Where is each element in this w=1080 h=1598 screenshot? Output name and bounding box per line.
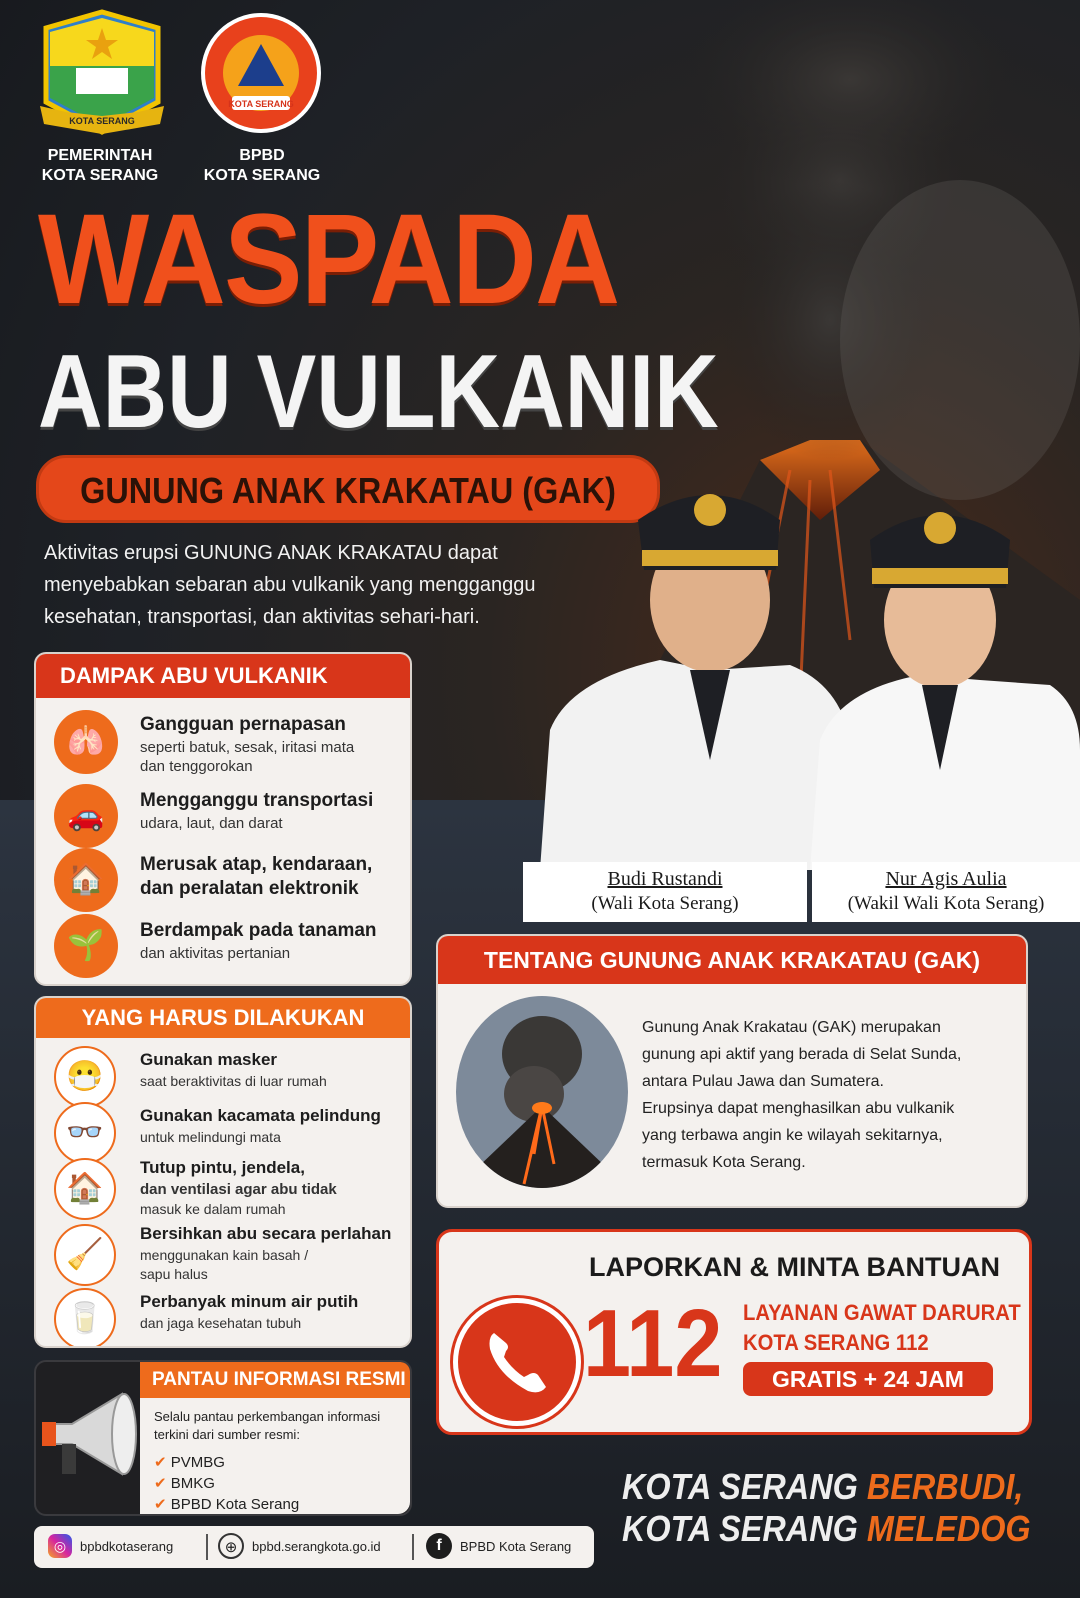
headline-waspada: WASPADA <box>38 188 619 331</box>
official-2-role: (Wakil Wali Kota Serang) <box>847 893 1045 914</box>
bpbd-logo <box>198 10 324 136</box>
house-icon: 🏠 <box>54 848 118 912</box>
check-icon: ✔ <box>154 1454 167 1471</box>
facebook-icon[interactable]: f <box>426 1533 452 1559</box>
tagline-line2: KOTA SERANG MELEDOG <box>622 1508 1031 1549</box>
official-card-1 <box>523 862 807 922</box>
todo-card: YANG HARUS DILAKUKAN 😷 Gunakan masker saat beraktivitas di luar rumah 👓 Gunakan kacamata pelindung untuk melindungi mata 🏠 Tutup pintu, jendela, dan ventilasi agar abu tidak masuk ke dalam rumah 🧹 Bersihkan abu secara perlahan menggunakan kain basah / sapu halus 🥛 Perbanyak minum air putih dan jaga kesehatan tubuh <box>34 996 412 1348</box>
monitor-desc: Selalu pantau perkembangan informasi terkini dari sumber resmi: <box>154 1409 381 1442</box>
instagram-icon[interactable]: ◎ <box>48 1534 72 1558</box>
social-bar <box>34 1526 594 1568</box>
source-list <box>154 1452 299 1515</box>
headline-abu-vulkanik: ABU VULKANIK <box>38 334 719 450</box>
facebook-page[interactable]: BPBD Kota Serang <box>460 1539 572 1554</box>
source-item: ✔ BMKG <box>154 1475 215 1492</box>
report-card <box>436 1229 1032 1435</box>
emergency-number[interactable]: 112 <box>583 1290 723 1397</box>
about-body: Gunung Anak Krakatau (GAK) merupakan gunung api aktif yang berada di Selat Sunda, antara Pulau Jawa dan Sumatera. Erupsinya dapat menghasilkan abu vulkanik yang terbawa angin ke wilayah sekitarnya, termasuk Kota Serang. <box>642 1019 962 1171</box>
official-2-name: Nur Agis Aulia <box>885 868 1007 890</box>
monitor-card-title: PANTAU INFORMASI RESMI <box>140 1362 410 1398</box>
divider <box>412 1534 414 1560</box>
globe-icon[interactable]: ⊕ <box>218 1533 244 1559</box>
megaphone-icon <box>42 1384 152 1484</box>
home-icon: 🏠 <box>54 1158 116 1220</box>
car-icon: 🚗 <box>54 784 118 848</box>
pemkot-serang-logo <box>36 6 168 140</box>
plant-icon: 🌱 <box>54 914 118 978</box>
svg-text:KOTA SERANG: KOTA SERANG <box>69 116 135 126</box>
report-title: LAPORKAN & MINTA BANTUAN <box>589 1252 1000 1282</box>
service-line2: KOTA SERANG 112 <box>743 1330 929 1355</box>
glasses-icon: 👓 <box>54 1102 116 1164</box>
monitor-card-panel <box>140 1362 410 1514</box>
todo-card-title: YANG HARUS DILAKUKAN <box>36 998 410 1038</box>
volcano-name-banner-text: GUNUNG ANAK KRAKATAU (GAK) <box>80 470 616 511</box>
pemkot-caption-line2: KOTA SERANG <box>41 167 159 184</box>
divider <box>206 1534 208 1560</box>
monitor-card <box>34 1360 412 1516</box>
bpbd-caption <box>190 146 334 186</box>
source-item: ✔ PVMBG <box>154 1454 225 1471</box>
officials-photo <box>540 470 1080 870</box>
check-icon: ✔ <box>154 1475 167 1492</box>
pemkot-caption-line1: PEMERINTAH <box>47 147 153 164</box>
official-card-2 <box>812 862 1080 922</box>
svg-text:KOTA SERANG: KOTA SERANG <box>228 99 294 109</box>
intro-text: Aktivitas erupsi GUNUNG ANAK KRAKATAU dapat menyebabkan sebaran abu vulkanik yang mengganggu kesehatan, transportasi, dan aktivitas sehari-hari. <box>44 542 536 628</box>
bpbd-caption-line2: KOTA SERANG <box>203 167 321 184</box>
website-link[interactable]: bpbd.serangkota.go.id <box>252 1539 381 1554</box>
source-item: ✔ BPBD Kota Serang <box>154 1496 300 1513</box>
tagline-line1: KOTA SERANG BERBUDI, <box>622 1466 1024 1507</box>
pemkot-caption <box>30 146 170 186</box>
free-24h-badge: GRATIS + 24 JAM <box>743 1362 993 1396</box>
bpbd-caption-line1: BPBD <box>239 147 285 164</box>
service-line1: LAYANAN GAWAT DARURAT <box>743 1300 1021 1325</box>
phone-icon[interactable] <box>453 1298 581 1426</box>
about-card-title: TENTANG GUNUNG ANAK KRAKATAU (GAK) <box>438 936 1026 984</box>
instagram-handle[interactable]: bpbdkotaserang <box>80 1539 174 1554</box>
water-glass-icon: 🥛 <box>54 1288 116 1348</box>
impact-card-title: DAMPAK ABU VULKANIK <box>36 654 410 698</box>
volcano-thumbnail <box>454 994 630 1190</box>
official-1-name: Budi Rustandi <box>607 868 723 890</box>
about-card <box>436 934 1028 1208</box>
check-icon: ✔ <box>154 1496 167 1513</box>
impact-card: DAMPAK ABU VULKANIK 🫁 Gangguan pernapasan seperti batuk, sesak, iritasi mata dan tenggorokan 🚗 Mengganggu transportasi udara, laut, dan darat 🏠 Merusak atap, kendaraan, dan peralatan elektronik 🌱 Berdampak pada tanaman dan aktivitas pertanian <box>34 652 412 986</box>
official-1-role: (Wali Kota Serang) <box>591 893 739 914</box>
mask-icon: 😷 <box>54 1046 116 1108</box>
broom-icon: 🧹 <box>54 1224 116 1286</box>
lungs-icon: 🫁 <box>54 710 118 774</box>
